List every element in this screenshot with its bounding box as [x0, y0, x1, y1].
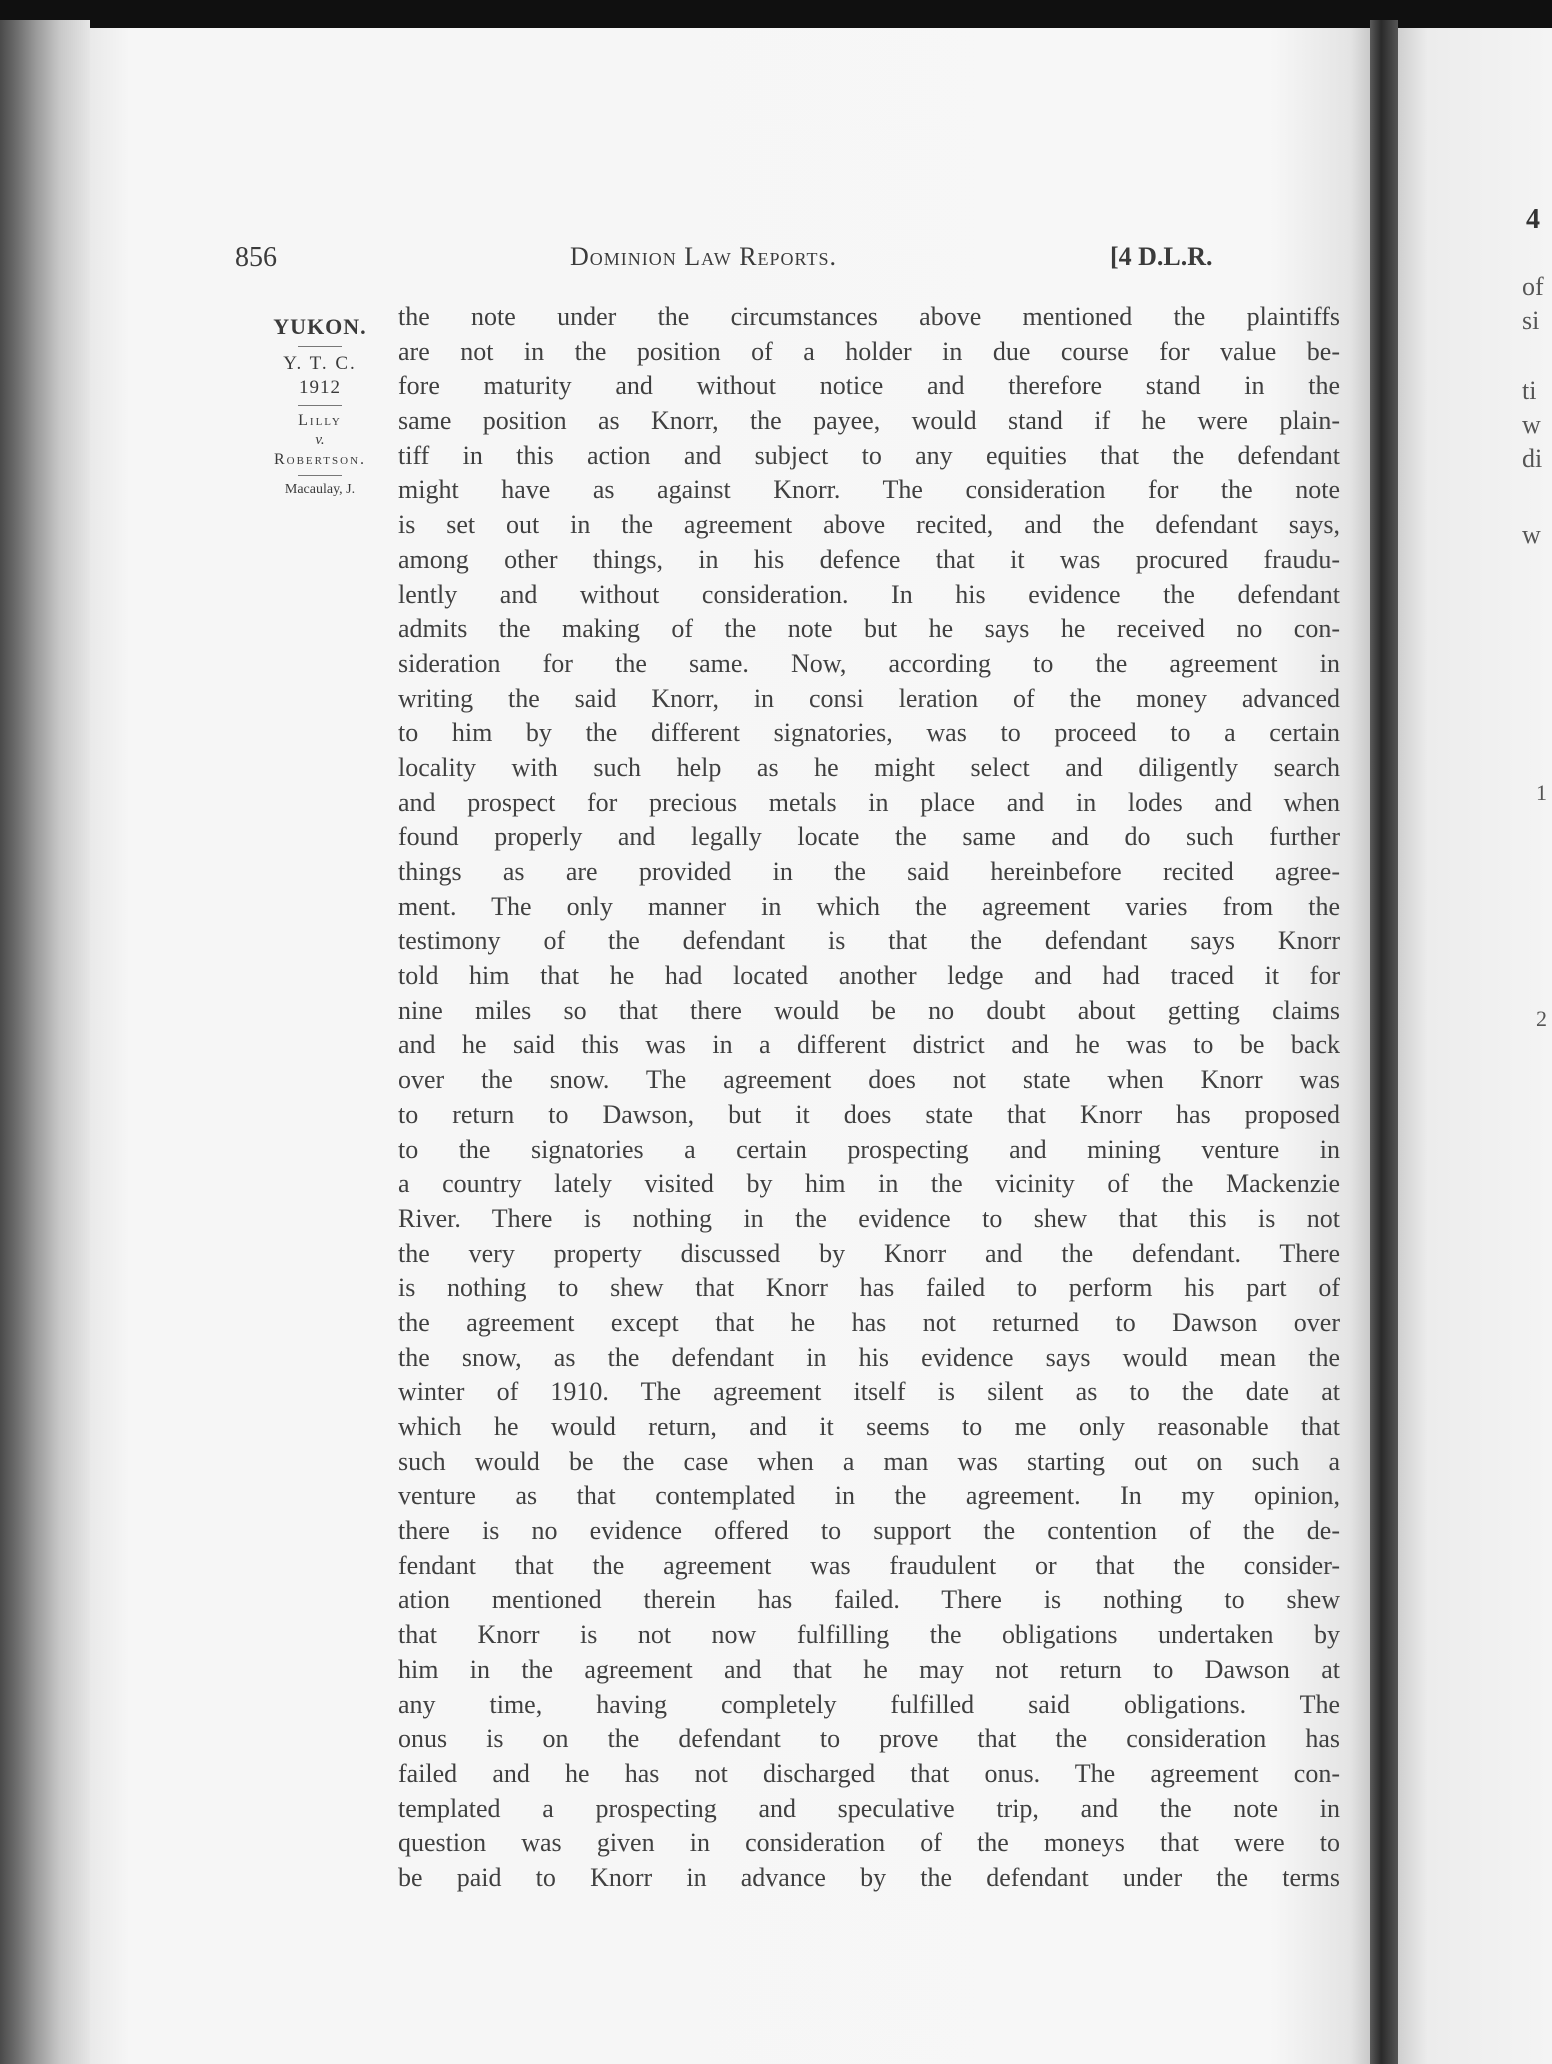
versus: v.	[315, 432, 325, 448]
text-line: any time, having completely fulfilled said obligations. The	[398, 1689, 1340, 1719]
text-line: ment. The only manner in which the agreement varies from the	[398, 891, 1340, 921]
right-fragment: w	[1522, 520, 1541, 549]
right-side-number: 1	[1536, 780, 1547, 805]
left-page	[90, 28, 1370, 2064]
margin-rule	[298, 346, 342, 347]
text-line: sideration for the same. Now, according to the agreement in	[398, 648, 1340, 678]
page-number: 856	[235, 242, 277, 273]
text-line: the agreement except that he has not returned to Dawson over	[398, 1307, 1340, 1337]
scan-top-shadow	[0, 0, 1552, 30]
right-page-header: 4	[1526, 204, 1540, 235]
text-line: are not in the position of a holder in due course for value be-	[398, 336, 1340, 366]
text-line: nine miles so that there would be no doubt about getting claims	[398, 995, 1340, 1025]
text-line: tiff in this action and subject to any equities that the defendant	[398, 440, 1340, 470]
text-line: winter of 1910. The agreement itself is silent as to the date at	[398, 1377, 1340, 1407]
text-line: such would be the case when a man was starting out on such a	[398, 1446, 1340, 1476]
text-line: and prospect for precious metals in place and in lodes and when	[398, 787, 1340, 817]
text-line: onus is on the defendant to prove that the consideration has	[398, 1724, 1340, 1754]
text-line: fore maturity and without notice and therefore stand in the	[398, 371, 1340, 401]
party-plaintiff: Lilly	[298, 412, 342, 429]
right-fragment: si	[1522, 306, 1540, 335]
text-line: to the signatories a certain prospecting and mining venture in	[398, 1134, 1340, 1164]
text-line: venture as that contemplated in the agreement. In my opinion,	[398, 1481, 1340, 1511]
text-line: found properly and legally locate the same and do such further	[398, 822, 1340, 852]
right-fragment: ti	[1522, 376, 1537, 405]
text-line: told him that he had located another ledge and had traced it for	[398, 961, 1340, 991]
text-line: admits the making of the note but he says he received no con-	[398, 614, 1340, 644]
text-line: is nothing to shew that Knorr has failed to perform his part of	[398, 1273, 1340, 1303]
text-line: question was given in consideration of the moneys that were to	[398, 1828, 1340, 1858]
text-line: over the snow. The agreement does not state when Knorr was	[398, 1065, 1340, 1095]
text-line: locality with such help as he might select and diligently search	[398, 752, 1340, 782]
book-left-edge	[0, 20, 90, 2064]
text-line: to return to Dawson, but it does state that Knorr has proposed	[398, 1099, 1340, 1129]
margin-note	[240, 314, 400, 498]
text-line: things as are provided in the said hereinbefore recited agree-	[398, 857, 1340, 886]
text-line: failed and he has not discharged that onus. The agreement con-	[398, 1758, 1340, 1788]
page-header	[90, 242, 1370, 282]
right-fragment: of	[1522, 272, 1544, 301]
running-title: Dominion Law Reports.	[570, 242, 837, 271]
text-line: is set out in the agreement above recited, and the defendant says,	[398, 510, 1340, 540]
text-line: ation mentioned therein has failed. There is nothing to shew	[398, 1585, 1340, 1615]
text-line: the very property discussed by Knorr and the defendant. There	[398, 1238, 1340, 1268]
text-line: among other things, in his defence that it was procured fraudu-	[398, 544, 1340, 574]
text-line: the note under the circumstances above mentioned the plaintiffs	[398, 302, 1340, 331]
party-defendant: Robertson.	[273, 451, 367, 468]
text-line: lently and without consideration. In his evidence the defendant	[398, 579, 1340, 609]
margin-rule	[298, 405, 342, 406]
right-page	[1398, 28, 1552, 2064]
text-line: River. There is nothing in the evidence to shew that this is not	[398, 1203, 1340, 1233]
text-line: testimony of the defendant is that the defendant says Knorr	[398, 926, 1340, 956]
volume-reference: [4 D.L.R.	[1110, 242, 1213, 271]
right-side-number: 2	[1536, 1006, 1547, 1031]
jurisdiction: YUKON.	[273, 314, 367, 339]
text-line: writing the said Knorr, in consi leration of the money advanced	[398, 683, 1340, 713]
text-line: fendant that the agreement was fraudulent or that the consider-	[398, 1550, 1340, 1580]
right-fragment: di	[1522, 444, 1543, 473]
text-line: him in the agreement and that he may not return to Dawson at	[398, 1654, 1340, 1684]
text-line: and he said this was in a different district and he was to be back	[398, 1030, 1340, 1060]
year: 1912	[299, 377, 341, 398]
judge: Macaulay, J.	[284, 482, 356, 497]
text-line: a country lately visited by him in the vicinity of the Mackenzie	[398, 1169, 1340, 1199]
text-line: which he would return, and it seems to me only reasonable that	[398, 1412, 1340, 1441]
text-line: templated a prospecting and speculative trip, and the note in	[398, 1793, 1340, 1823]
body-text	[398, 300, 1340, 1896]
text-line: that Knorr is not now fulfilling the obligations undertaken by	[398, 1620, 1340, 1650]
text-line: the snow, as the defendant in his evidence says would mean the	[398, 1342, 1340, 1372]
text-line: might have as against Knorr. The consideration for the note	[398, 475, 1340, 505]
text-line: to him by the different signatories, was to proceed to a certain	[398, 718, 1340, 748]
text-line: be paid to Knorr in advance by the defendant under the terms	[398, 1862, 1340, 1892]
text-line: same position as Knorr, the payee, would stand if he were plain-	[398, 406, 1340, 436]
book-gutter	[1370, 20, 1398, 2064]
text-line: there is no evidence offered to support the contention of the de-	[398, 1516, 1340, 1546]
margin-rule	[298, 475, 342, 476]
court: Y. T. C.	[283, 353, 357, 374]
right-fragment: w	[1522, 410, 1541, 439]
